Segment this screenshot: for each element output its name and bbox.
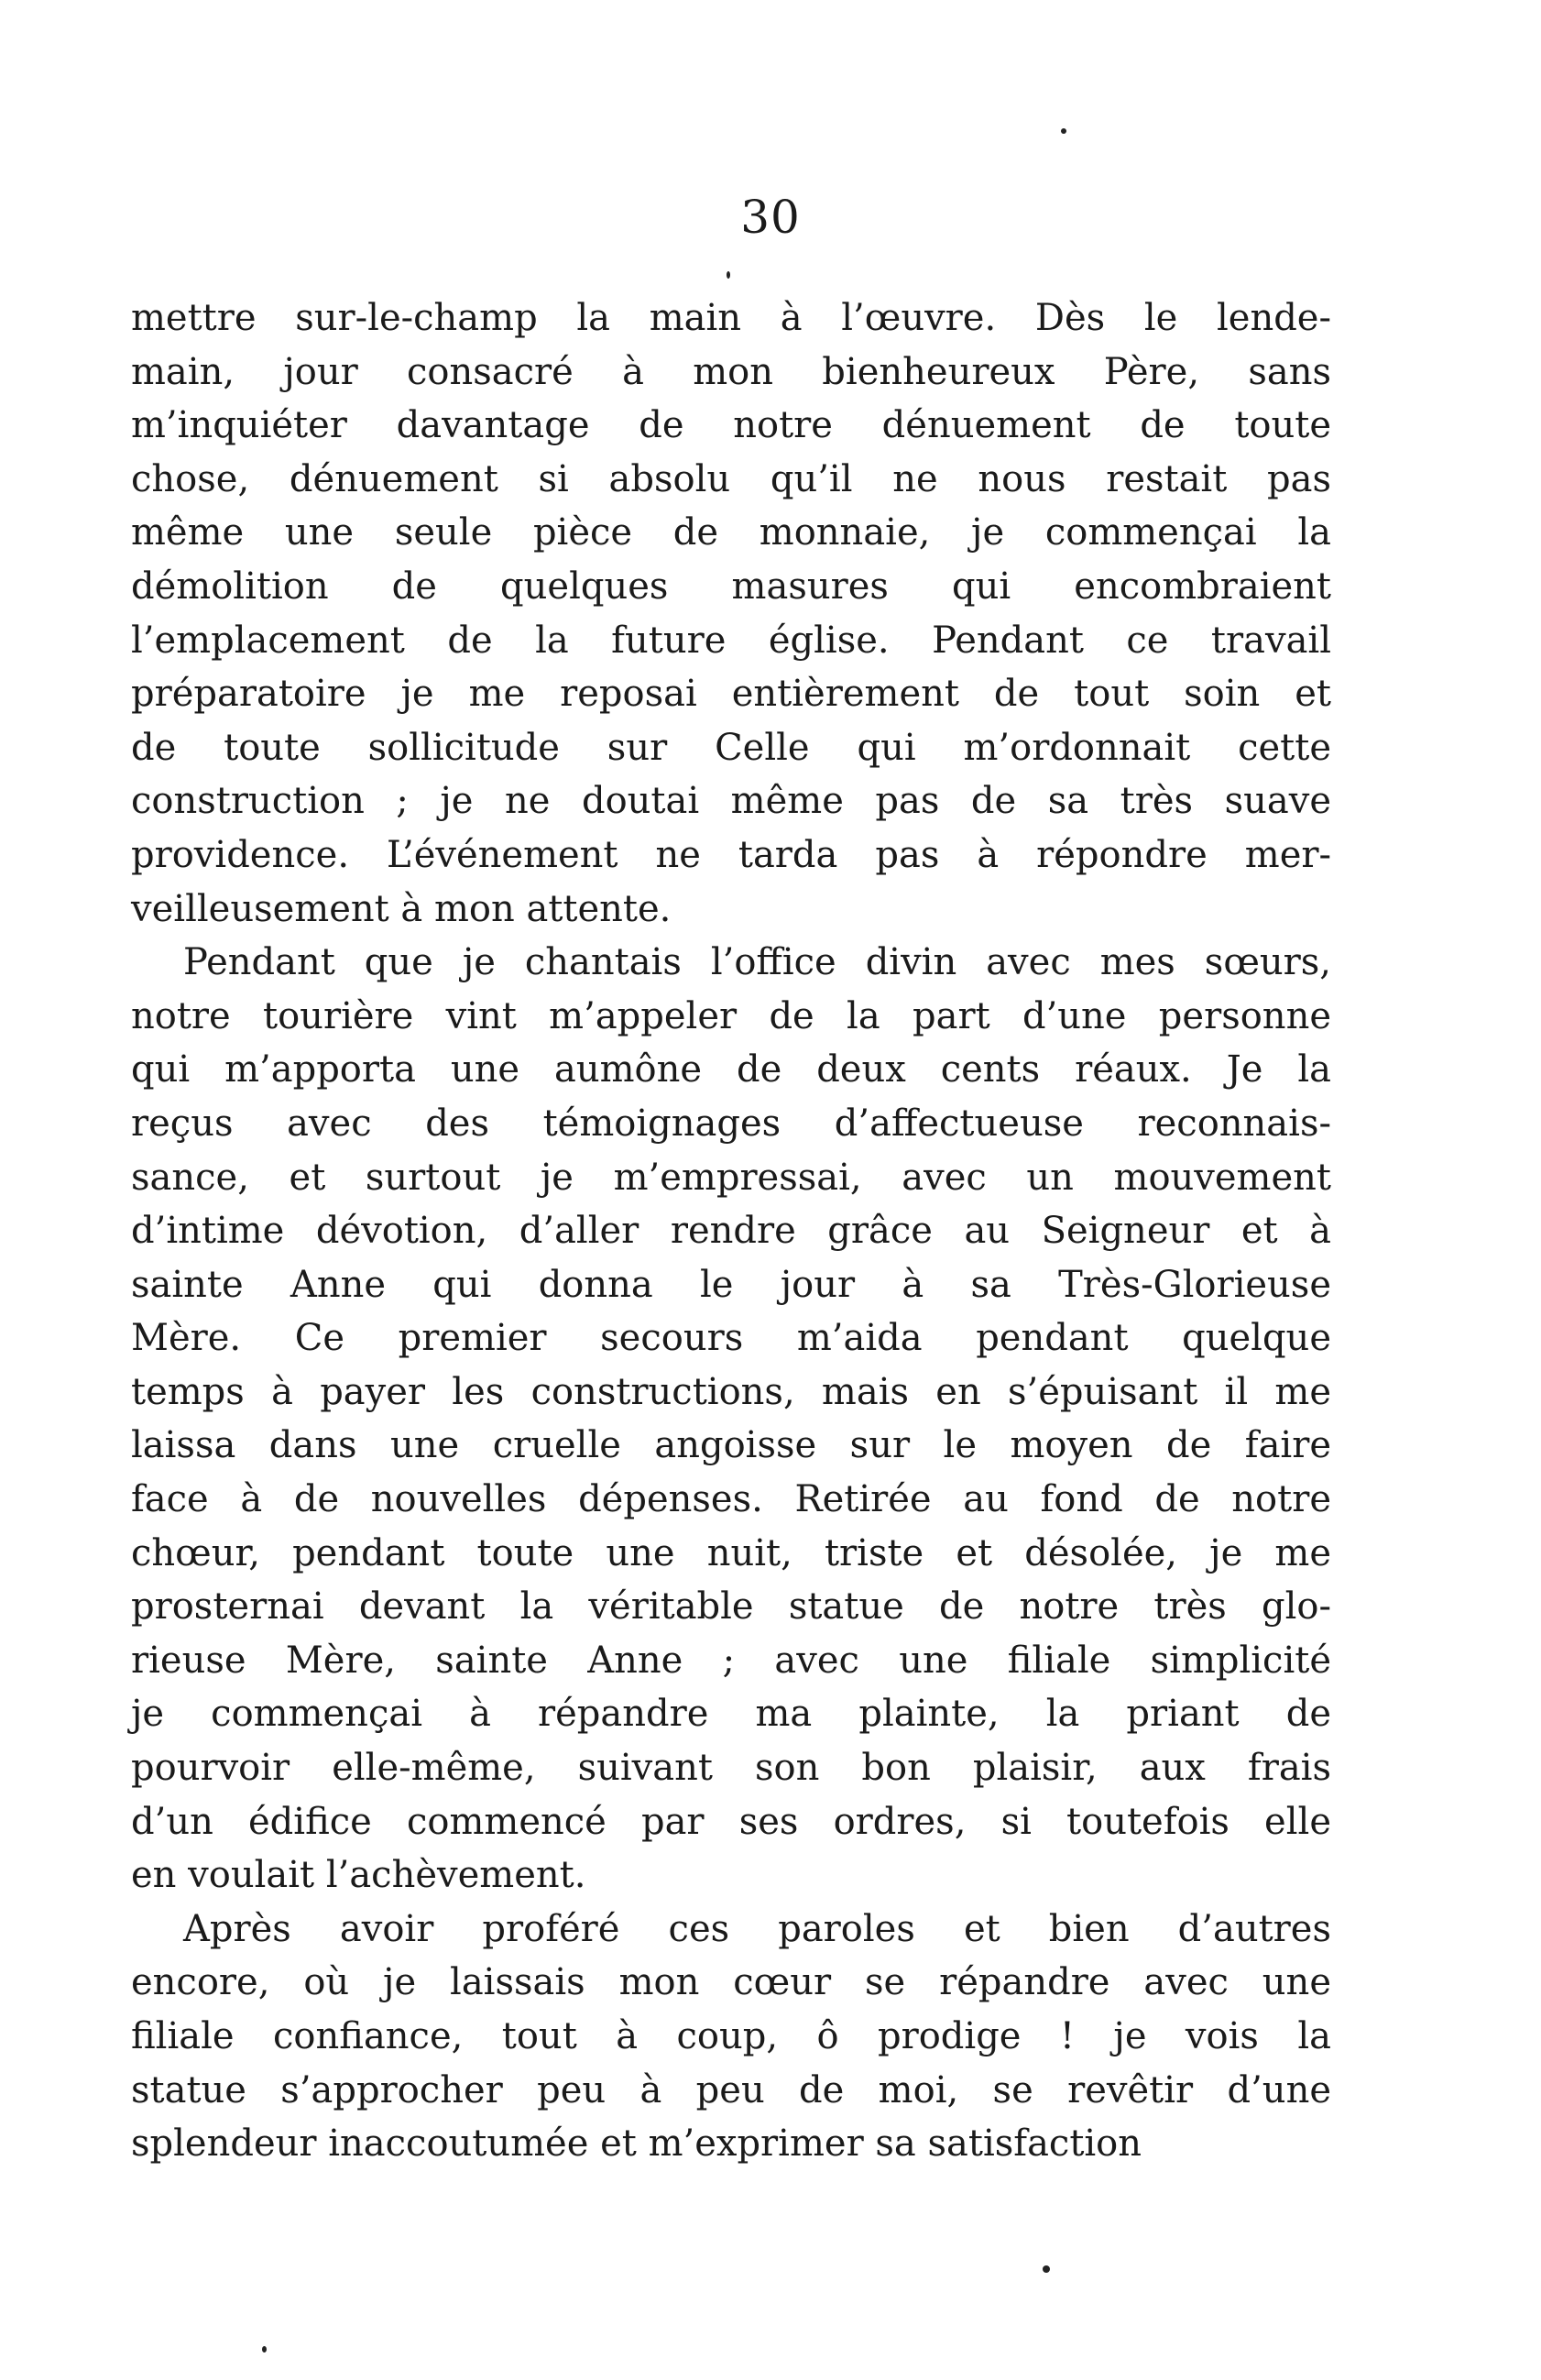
text-line: filiale confiance, tout à coup, ô prodige ! je vois la (131, 2015, 1331, 2057)
text-line: même une seule pièce de monnaie, je commençai la (131, 511, 1331, 554)
text-line: pourvoir elle-même, suivant son bon plaisir, aux frais (131, 1747, 1331, 1790)
text-line: chœur, pendant toute une nuit, triste et désolée, je me (131, 1531, 1331, 1574)
text-line: main, jour consacré à mon bienheureux Père, sans (131, 350, 1331, 393)
text-line: sance, et surtout je m’empressai, avec un mouvement (131, 1156, 1331, 1199)
print-speck (1061, 128, 1066, 134)
text-line: face à de nouvelles dépenses. Retirée au fond de notre (131, 1478, 1331, 1521)
text-line: l’emplacement de la future église. Pendant ce travail (131, 619, 1331, 662)
text-line: Après avoir proféré ces paroles et bien d’autres (183, 1907, 1331, 1950)
text-line: préparatoire je me reposai entièrement de tout soin et (131, 673, 1331, 716)
text-line: de toute sollicitude sur Celle qui m’ordonnait cette (131, 726, 1331, 769)
paragraph (131, 291, 1331, 936)
text-line: encore, où je laissais mon cœur se répandre avec une (131, 1961, 1331, 2004)
text-line: statue s’approcher peu à peu de moi, se revêtir d’une (131, 2068, 1331, 2111)
text-line: chose, dénuement si absolu qu’il ne nous restait pas (131, 457, 1331, 500)
text-line: reçus avec des témoignages d’affectueuse reconnais- (131, 1102, 1331, 1145)
text-line: laissa dans une cruelle angoisse sur le moyen de faire (131, 1424, 1331, 1467)
text-line: sainte Anne qui donna le jour à sa Très-Glorieuse (131, 1263, 1331, 1306)
paragraph (131, 936, 1331, 1903)
print-speck (1043, 2265, 1050, 2273)
print-speck (727, 271, 730, 279)
text-line: rieuse Mère, sainte Anne ; avec une filiale simplicité (131, 1639, 1331, 1682)
text-line: d’un édifice commencé par ses ordres, si toutefois elle (131, 1800, 1331, 1843)
text-line: notre tourière vint m’appeler de la part d’une personne (131, 994, 1331, 1037)
text-line: démolition de quelques masures qui encombraient (131, 565, 1331, 608)
print-speck (262, 2346, 267, 2353)
body-text (131, 291, 1331, 2171)
text-line: d’intime dévotion, d’aller rendre grâce au Seigneur et à (131, 1210, 1331, 1253)
text-line: temps à payer les constructions, mais en s’épuisant il me (131, 1370, 1331, 1413)
page-number: 30 (740, 191, 801, 244)
text-line: splendeur inaccoutumée et m’exprimer sa satisfaction (131, 2122, 1142, 2166)
text-line: Mère. Ce premier secours m’aida pendant quelque (131, 1317, 1331, 1360)
text-line: providence. L’événement ne tarda pas à répondre mer- (131, 833, 1331, 876)
text-line: mettre sur-le-champ la main à l’œuvre. Dès le lende- (131, 297, 1331, 339)
text-line: qui m’apporta une aumône de deux cents réaux. Je la (131, 1048, 1331, 1091)
text-line: Pendant que je chantais l’office divin avec mes sœurs, (183, 941, 1331, 984)
text-line: je commençai à répandre ma plainte, la priant de (131, 1693, 1331, 1736)
text-line: m’inquiéter davantage de notre dénuement de toute (131, 404, 1331, 447)
text-line: prosternai devant la véritable statue de notre très glo- (131, 1585, 1331, 1629)
paragraph (131, 1903, 1331, 2171)
text-line: en voulait l’achèvement. (131, 1854, 586, 1897)
text-line: construction ; je ne doutai même pas de sa très suave (131, 780, 1331, 823)
text-line: veilleusement à mon attente. (131, 887, 672, 930)
